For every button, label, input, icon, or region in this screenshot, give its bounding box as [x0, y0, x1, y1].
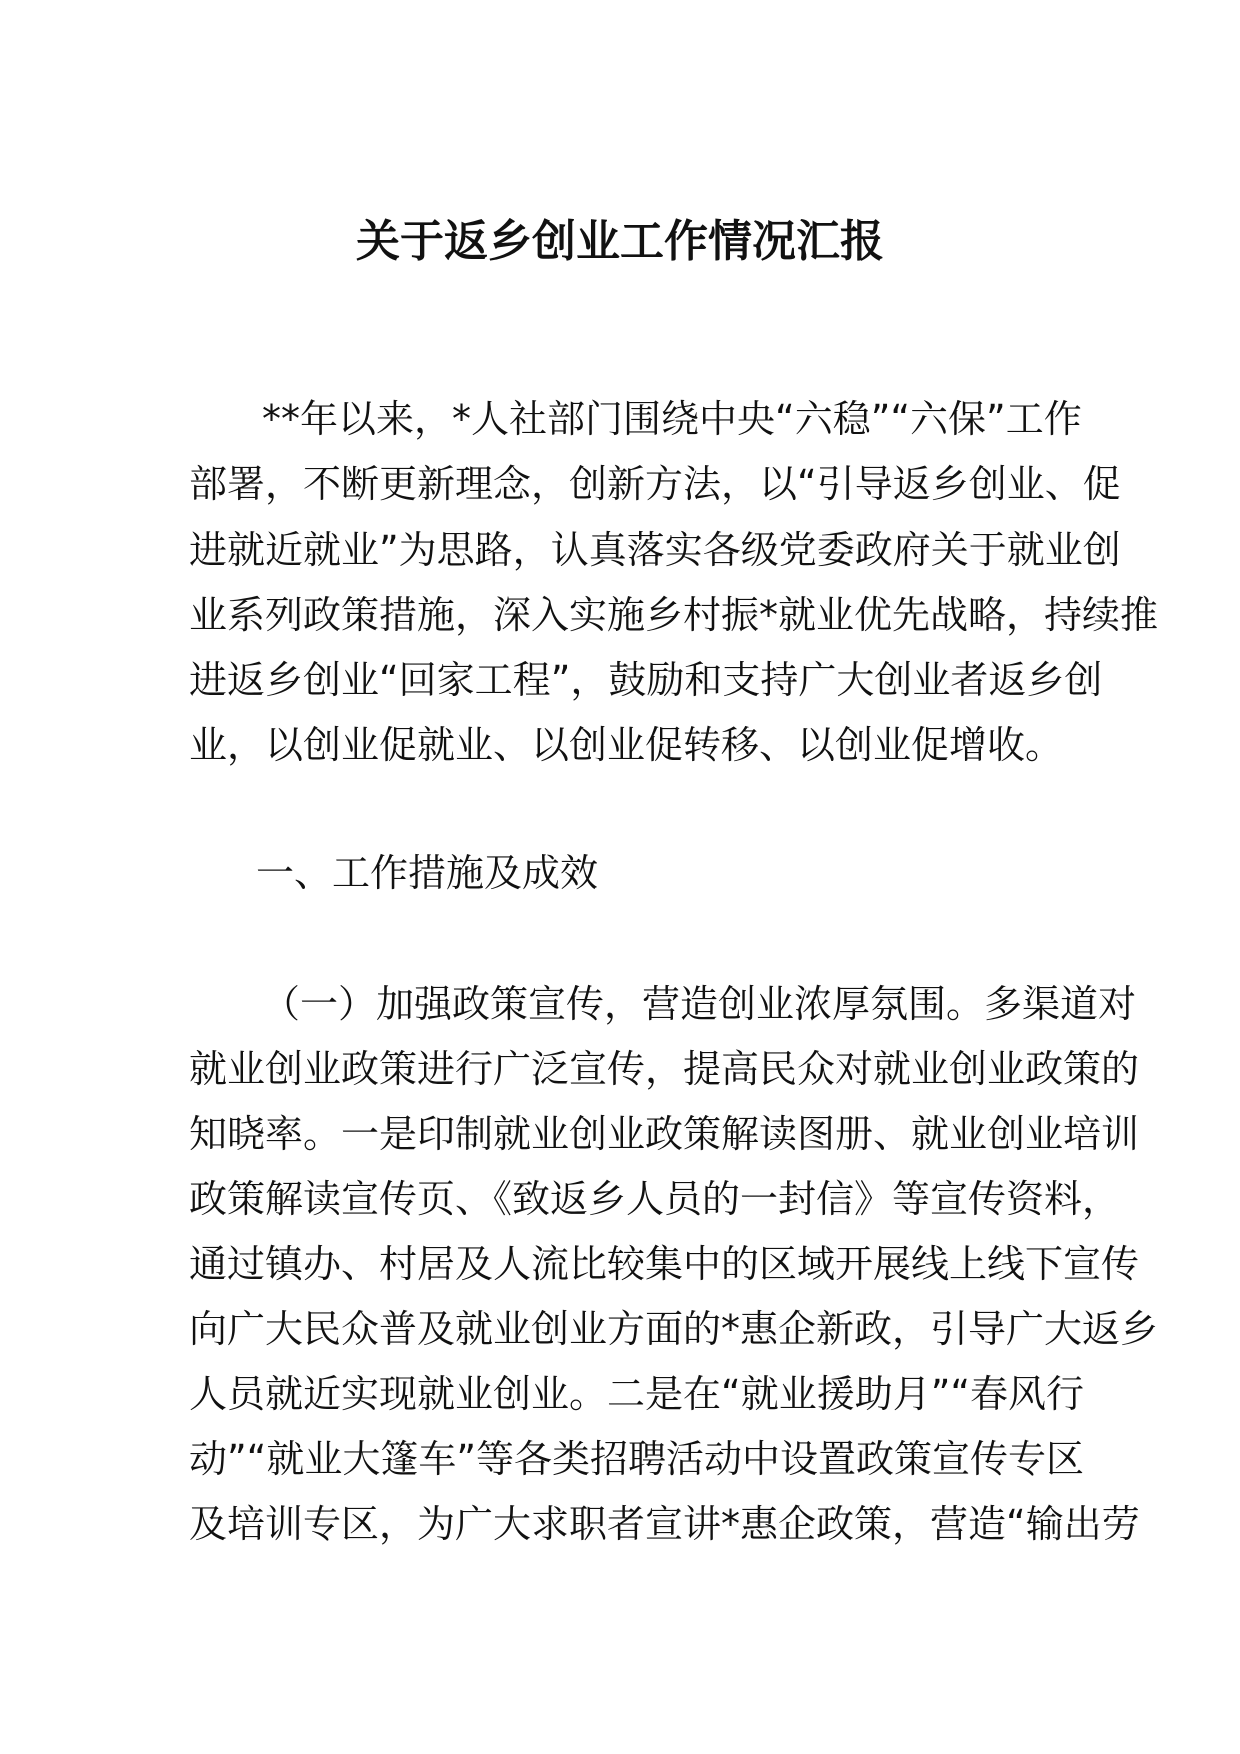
paragraph-line: （一）加强政策宣传，营造创业浓厚氛围。多渠道对	[262, 982, 1137, 1026]
paragraph-line: 业，以创业促就业、以创业促转移、以创业促增收。	[189, 723, 1064, 767]
paragraph-line: **年以来，*人社部门围绕中央“六稳”“六保”工作	[262, 397, 1082, 441]
paragraph-line: 进返乡创业“回家工程”，鼓励和支持广大创业者返乡创	[189, 658, 1103, 702]
paragraph-line: 政策解读宣传页、《致返乡人员的一封信》等宣传资料，	[189, 1177, 1121, 1221]
document-title: 关于返乡创业工作情况汇报	[356, 216, 884, 267]
paragraph-line: 业系列政策措施，深入实施乡村振*就业优先战略，持续推	[189, 593, 1159, 637]
paragraph-line: 进就近就业”为思路，认真落实各级党委政府关于就业创	[189, 528, 1121, 572]
paragraph-line: 人员就近实现就业创业。二是在“就业援助月”“春风行	[189, 1372, 1085, 1416]
paragraph-line: 就业创业政策进行广泛宣传，提高民众对就业创业政策的	[189, 1047, 1140, 1091]
paragraph-line: 动”“就业大篷车”等各类招聘活动中设置政策宣传专区	[189, 1437, 1085, 1481]
paragraph-line: 通过镇办、村居及人流比较集中的区域开展线上线下宣传	[189, 1242, 1140, 1286]
paragraph-line: 部署，不断更新理念，创新方法，以“引导返乡创业、促	[189, 462, 1121, 506]
paragraph-line: 知晓率。一是印制就业创业政策解读图册、就业创业培训	[189, 1112, 1140, 1156]
paragraph-line: 向广大民众普及就业创业方面的*惠企新政，引导广大返乡	[189, 1307, 1159, 1351]
paragraph-line: 及培训专区，为广大求职者宣讲*惠企政策，营造“输出劳	[189, 1502, 1140, 1546]
section-heading: 一、工作措施及成效	[256, 851, 599, 895]
